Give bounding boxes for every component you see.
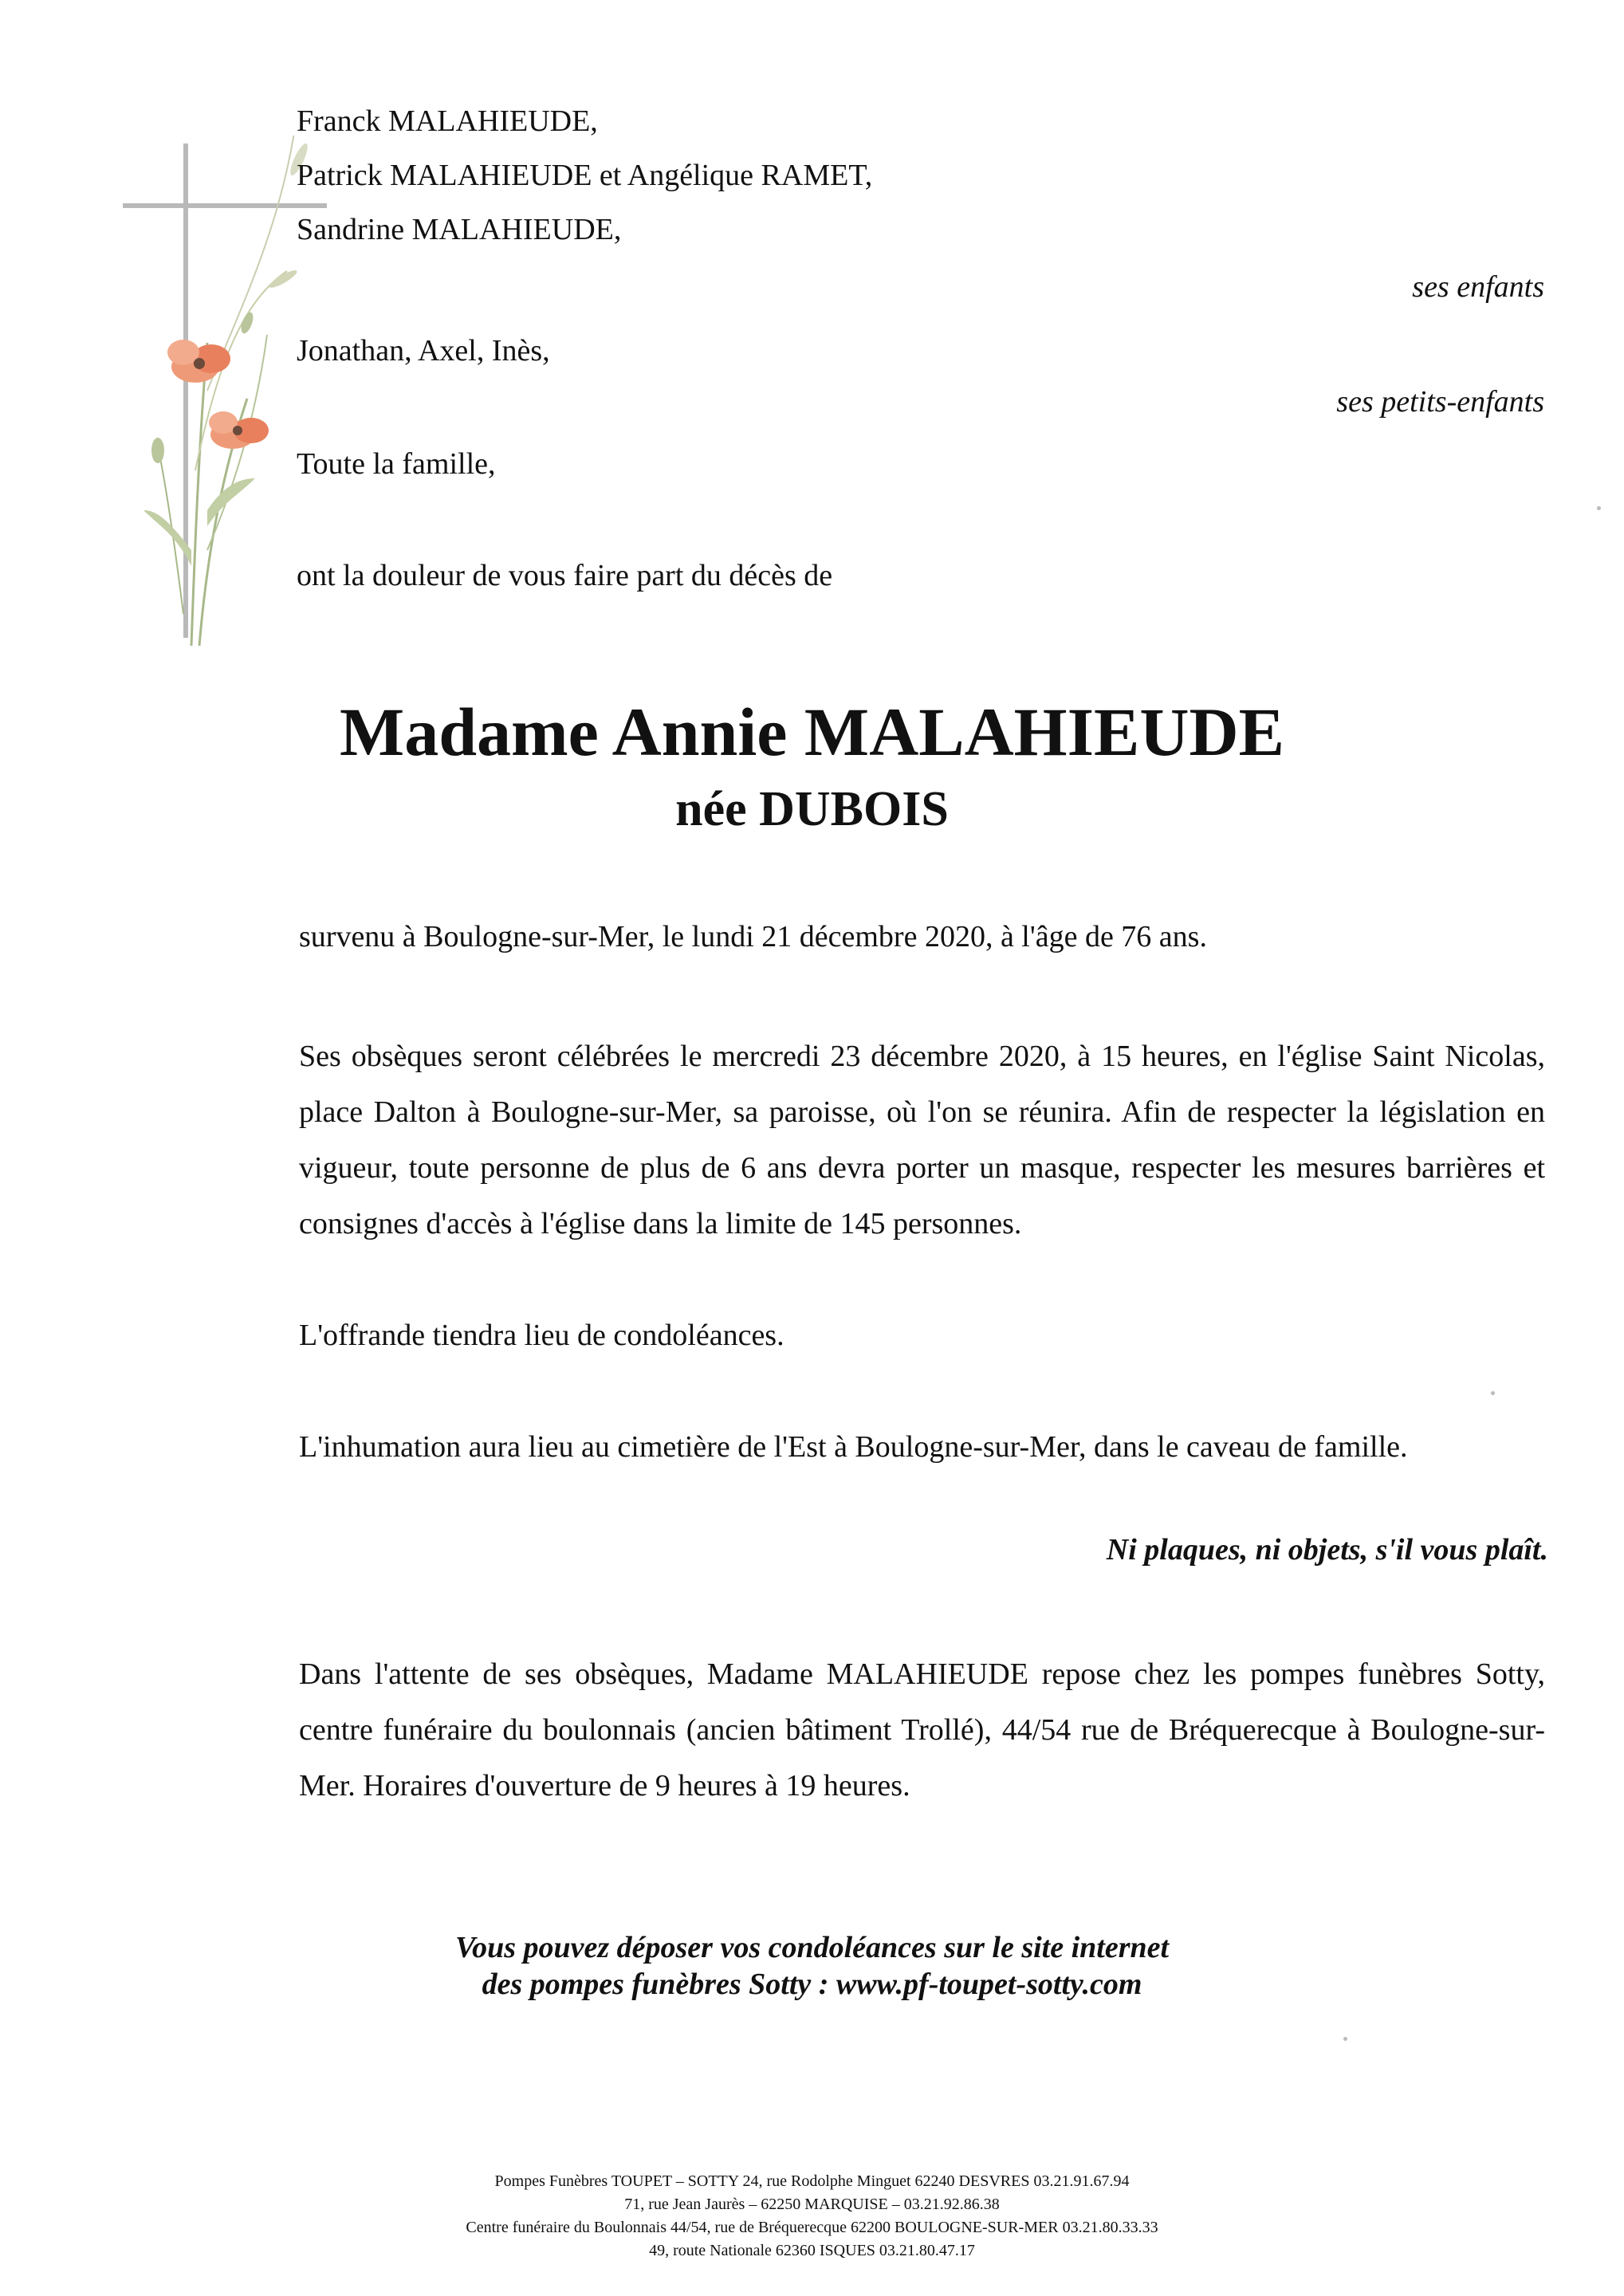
scan-speck bbox=[1491, 1391, 1495, 1395]
footer-line: 49, route Nationale 62360 ISQUES 03.21.80.47.17 bbox=[649, 2242, 975, 2259]
whole-family-line: Toute la famille, bbox=[297, 447, 496, 481]
no-plaques-note: Ni plaques, ni objets, s'il vous plaît. bbox=[1106, 1533, 1548, 1567]
footer-line: Pompes Funèbres TOUPET – SOTTY 24, rue Rodolphe Minguet 62240 DESVRES 03.21.91.67.94 bbox=[494, 2172, 1130, 2190]
funeral-home-footer bbox=[0, 2170, 1624, 2263]
footer-line: Centre funéraire du Boulonnais 44/54, rue de Bréquerecque 62200 BOULOGNE-SUR-MER 03.21.80.33.33 bbox=[466, 2219, 1158, 2236]
death-paragraph: survenu à Boulogne-sur-Mer, le lundi 21 décembre 2020, à l'âge de 76 ans. bbox=[299, 920, 1207, 953]
family-line-2: Patrick MALAHIEUDE et Angélique RAMET, bbox=[297, 159, 873, 192]
cross-icon bbox=[183, 144, 188, 638]
scan-speck bbox=[1597, 506, 1601, 510]
grandchildren-line: Jonathan, Axel, Inès, bbox=[297, 334, 550, 368]
poppy-icon bbox=[209, 411, 269, 449]
burial-paragraph: L'inhumation aura lieu au cimetière de l'Est à Boulogne-sur-Mer, dans le caveau de famille. bbox=[299, 1430, 1408, 1464]
repose-paragraph: Dans l'attente de ses obsèques, Madame MALAHIEUDE repose chez les pompes funèbres Sotty, centre funéraire du boulonnais (ancien bâtiment Trollé), 44/54 rue de Bréquerecque à Boulogne-sur-Mer. Horaires d'ouverture de 9 heures à 19 heures. bbox=[299, 1657, 1545, 1803]
funeral-paragraph: Ses obsèques seront célébrées le mercredi 23 décembre 2020, à 15 heures, en l'église Saint Nicolas, place Dalton à Boulogne-sur-Mer, sa paroisse, où l'on se réunira. Afin de respecter la législation en vigueur, toute personne de plus de 6 ans devra porter un masque, respecter les mesures barrières et consignes d'accès à l'église dans la limite de 145 personnes. bbox=[299, 1040, 1545, 1240]
family-line-1: Franck MALAHIEUDE, bbox=[297, 104, 598, 138]
condolences-line-2: des pompes funèbres Sotty : www.pf-toupet-sotty.com bbox=[482, 1968, 1142, 2001]
condolences-line-1: Vous pouvez déposer vos condoléances sur le site internet bbox=[454, 1931, 1170, 1964]
grandchildren-role: ses petits-enfants bbox=[1336, 385, 1544, 419]
scan-speck bbox=[1343, 2037, 1347, 2041]
deceased-name: Madame Annie MALAHIEUDE bbox=[340, 694, 1284, 770]
cross-poppy-decoration bbox=[120, 136, 327, 678]
maiden-name: née DUBOIS bbox=[675, 782, 949, 836]
announcement-line: ont la douleur de vous faire part du décès de bbox=[297, 559, 833, 592]
offering-paragraph: L'offrande tiendra lieu de condoléances. bbox=[299, 1319, 784, 1352]
footer-line: 71, rue Jean Jaurès – 62250 MARQUISE – 03.21.92.86.38 bbox=[624, 2196, 1000, 2213]
poppy-icon bbox=[167, 340, 230, 383]
children-role: ses enfants bbox=[1412, 270, 1544, 304]
family-line-3: Sandrine MALAHIEUDE, bbox=[297, 213, 622, 246]
